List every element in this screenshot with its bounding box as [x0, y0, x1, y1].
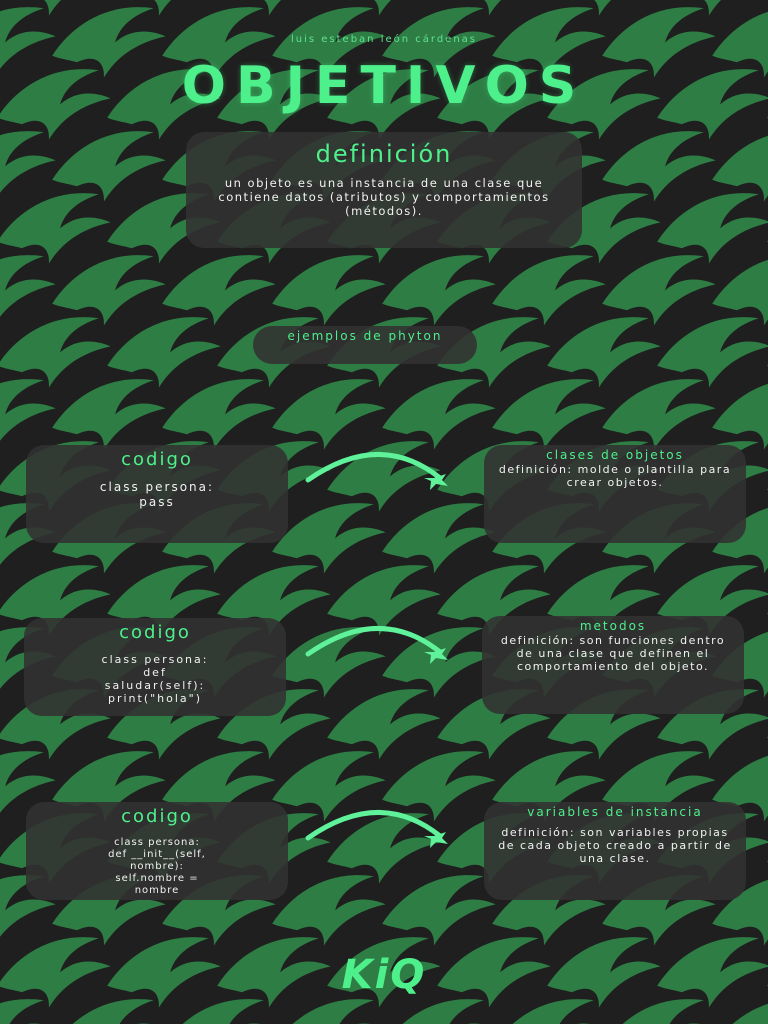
code-heading-2: codigo: [119, 622, 191, 643]
definition-body: un objeto es una instancia de una clase que contiene datos (atributos) y comportamientos (métodos).: [218, 176, 550, 218]
arrow-icon: [300, 440, 460, 500]
code-panel-3: [26, 802, 288, 900]
arrow-icon: [300, 614, 460, 674]
examples-label: ejemplos de phyton: [253, 326, 477, 364]
info-heading-3: variables de instancia: [527, 805, 703, 819]
code-snippet-2: class persona: def saludar(self): print("hola"): [101, 653, 209, 705]
info-body-1: definición: molde o plantilla para crear objetos.: [498, 463, 732, 489]
info-heading-2: metodos: [579, 619, 647, 633]
definition-heading: definición: [315, 140, 453, 168]
info-panel-2: [482, 616, 744, 714]
info-panel-3: [484, 802, 746, 900]
code-heading-1: codigo: [121, 449, 193, 470]
page-title: OBJETIVOS: [181, 56, 587, 116]
code-panel-2: [24, 618, 286, 716]
arrow-icon: [300, 798, 460, 858]
logo: KiQ: [341, 952, 427, 998]
code-snippet-3: class persona: def __init__(self, nombre): self.nombre = nombre: [108, 837, 206, 896]
code-snippet-1: class persona: pass: [99, 480, 215, 509]
info-body-3: definición: son variables propias de cada objeto creado a partir de una clase.: [498, 826, 732, 865]
code-heading-3: codigo: [121, 806, 193, 827]
definition-panel: [186, 132, 582, 248]
info-body-2: definición: son funciones dentro de una clase que definen el comportamiento del objeto.: [500, 634, 726, 673]
author-name: luis esteban león cárdenas: [290, 34, 477, 45]
code-panel-1: [26, 445, 288, 543]
info-heading-1: clases de objetos: [546, 448, 684, 462]
info-panel-1: [484, 445, 746, 543]
